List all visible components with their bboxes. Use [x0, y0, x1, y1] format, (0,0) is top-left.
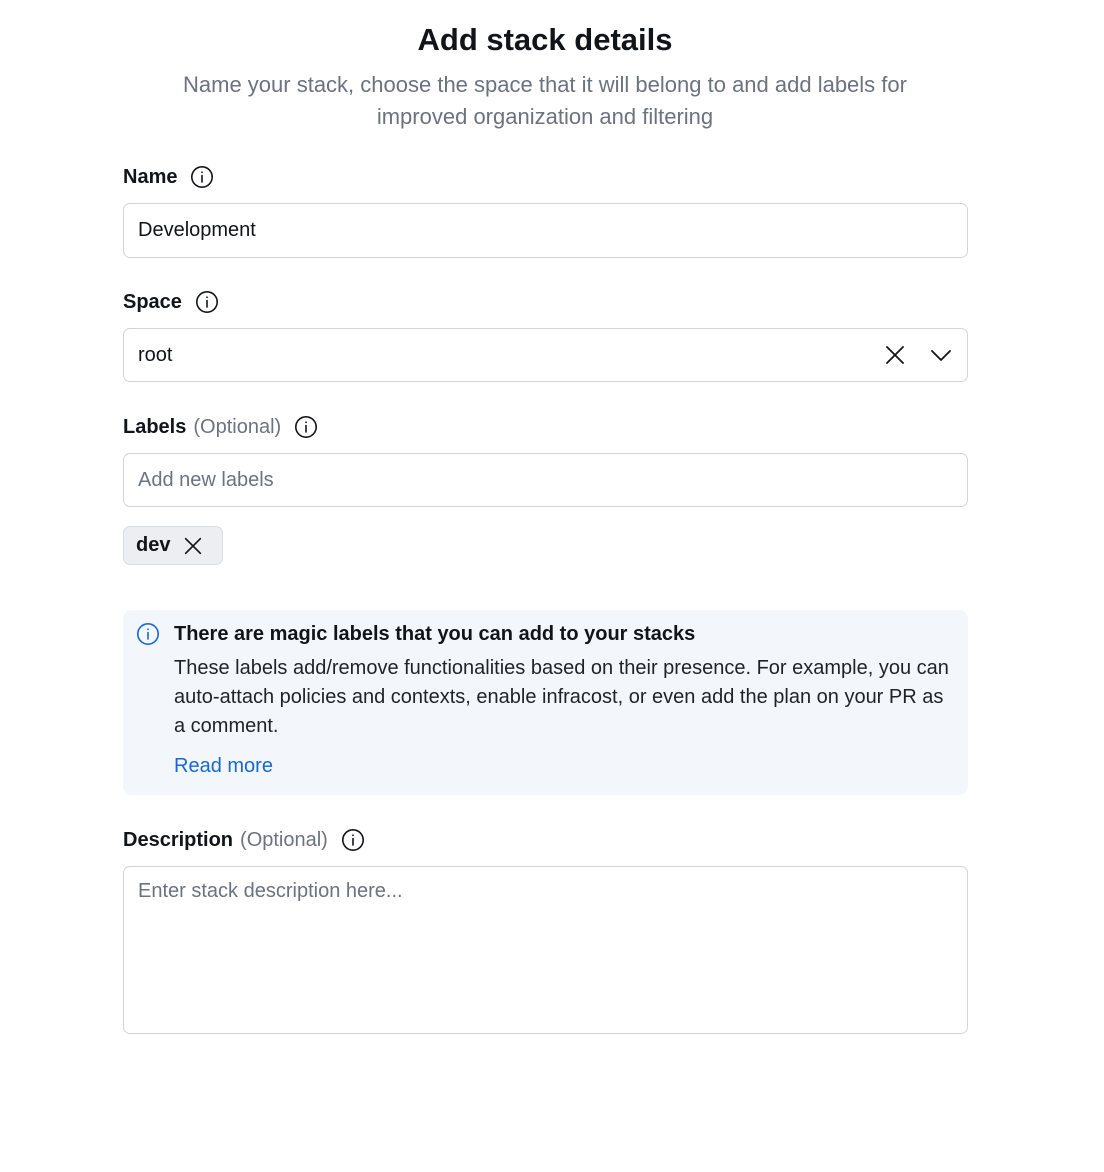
info-icon[interactable] — [195, 290, 219, 314]
close-icon[interactable] — [182, 535, 204, 557]
callout-title: There are magic labels that you can add to your stacks — [174, 623, 696, 645]
labels-label: Labels — [123, 415, 187, 438]
description-textarea[interactable] — [123, 866, 968, 1034]
info-icon — [136, 622, 160, 646]
labels-label-row — [123, 414, 318, 440]
space-select[interactable] — [123, 328, 968, 382]
description-optional-tag: (Optional) — [240, 828, 328, 851]
name-input-value: Development — [138, 219, 256, 241]
space-label-row — [123, 289, 219, 315]
label-chip-text: dev — [136, 534, 171, 556]
page-subtitle: Name your stack, choose the space that it will belong to and add labels for improved organization and filtering — [183, 72, 907, 129]
labels-input-placeholder: Add new labels — [138, 468, 274, 491]
magic-labels-callout — [123, 610, 968, 795]
name-label-row — [123, 164, 214, 190]
close-icon[interactable] — [883, 343, 907, 367]
name-input[interactable] — [123, 203, 968, 258]
label-chip-dev — [123, 526, 223, 565]
callout-body: These labels add/remove functionalities based on their presence. For example, you can auto-attach policies and contexts, enable infracost, or even add the plan on your PR as a comment. — [174, 657, 949, 737]
info-icon[interactable] — [341, 828, 365, 852]
description-label-row — [123, 827, 365, 853]
read-more-link[interactable]: Read more — [174, 755, 273, 777]
space-select-controls — [883, 343, 953, 367]
space-label: Space — [123, 290, 182, 313]
page-title: Add stack details — [417, 22, 673, 57]
description-label: Description — [123, 828, 234, 851]
info-icon[interactable] — [294, 415, 318, 439]
space-select-value: root — [138, 343, 173, 366]
labels-optional-tag: (Optional) — [193, 415, 282, 438]
chevron-down-icon[interactable] — [929, 343, 953, 367]
labels-input[interactable] — [123, 453, 968, 507]
info-icon[interactable] — [190, 165, 214, 189]
name-label: Name — [123, 165, 178, 188]
description-placeholder: Enter stack description here... — [138, 880, 403, 902]
